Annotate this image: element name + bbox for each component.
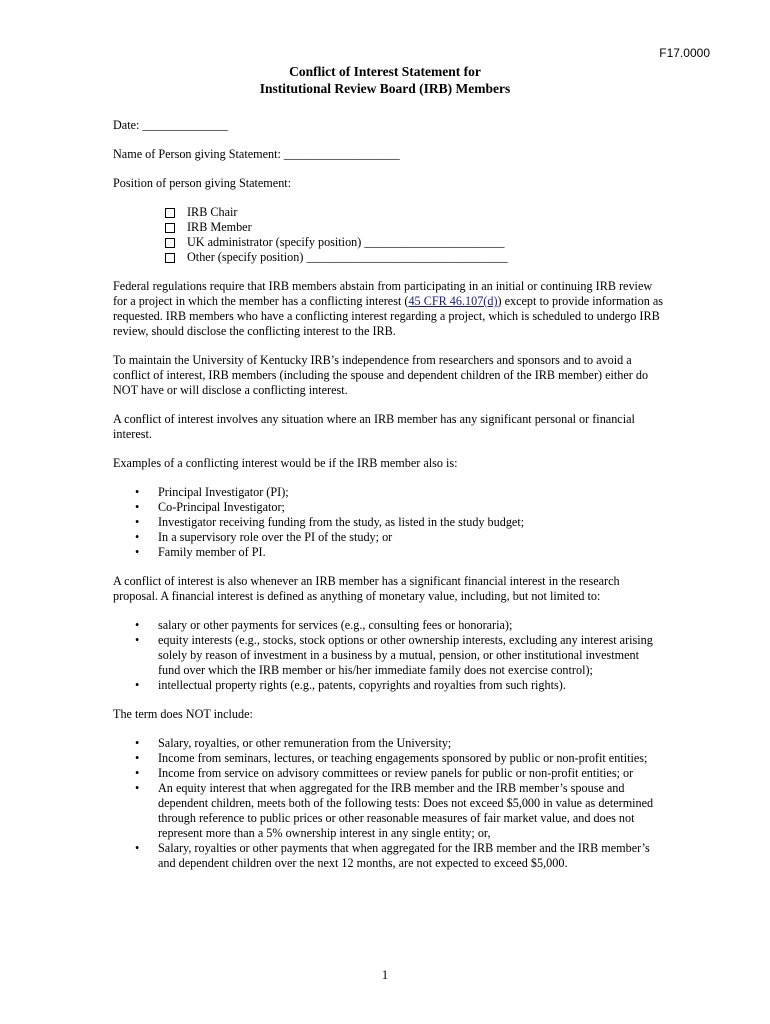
- document-body: [113, 118, 663, 871]
- position-option-label: IRB Member: [187, 220, 252, 234]
- list-item: • Salary, royalties or other payments that when aggregated for the IRB member and the IRB member’s and dependent children over the next 12 months, are not expected to exceed $5,000.: [113, 841, 663, 871]
- list-item: • In a supervisory role over the PI of the study; or: [113, 530, 663, 545]
- date-field[interactable]: Date: ______________: [113, 118, 228, 132]
- checkbox-icon[interactable]: [165, 223, 175, 233]
- title-line-1: Conflict of Interest Statement for: [289, 64, 481, 79]
- list-item: • Income from seminars, lectures, or teaching engagements sponsored by public or non-profit entities;: [113, 751, 663, 766]
- position-option-other[interactable]: [165, 250, 663, 265]
- position-label: Position of person giving Statement:: [113, 176, 292, 190]
- cfr-link[interactable]: 45 CFR 46.107(d): [408, 294, 498, 308]
- list-item: • intellectual property rights (e.g., patents, copyrights and royalties from such rights).: [113, 678, 663, 693]
- list-item: • equity interests (e.g., stocks, stock options or other ownership interests, excluding any interest arising solely by reason of investment in a business by a mutual, pension, or other institutional investment fund over which the IRB member or his/her immediate family does not exercise control);: [113, 633, 663, 678]
- paragraph-federal-regulations: [113, 279, 663, 339]
- list-item: • Family member of PI.: [113, 545, 663, 560]
- form-id: F17.0000: [659, 46, 710, 60]
- exclusions-list: [113, 736, 663, 871]
- checkbox-icon[interactable]: [165, 208, 175, 218]
- paragraph-examples-intro: Examples of a conflicting interest would be if the IRB member also is:: [113, 456, 458, 470]
- name-field[interactable]: Name of Person giving Statement: ___________________: [113, 147, 400, 161]
- paragraph-exclusions-intro: The term does NOT include:: [113, 707, 253, 721]
- checkbox-icon[interactable]: [165, 253, 175, 263]
- position-option-label: UK administrator (specify position) _______________________: [187, 235, 505, 249]
- list-item: • Income from service on advisory committees or review panels for public or non-profit entities; or: [113, 766, 663, 781]
- list-item: • Co-Principal Investigator;: [113, 500, 663, 515]
- list-item: • Salary, royalties, or other remuneration from the University;: [113, 736, 663, 751]
- paragraph-conflict-definition: A conflict of interest involves any situation where an IRB member has any significant personal or financial interest.: [113, 412, 635, 441]
- list-item: • Investigator receiving funding from the study, as listed in the study budget;: [113, 515, 663, 530]
- title-line-2: Institutional Review Board (IRB) Members: [259, 81, 511, 96]
- position-option-uk-administrator[interactable]: [165, 235, 663, 250]
- financial-list: [113, 618, 663, 693]
- paragraph-text: Federal regulations require that IRB members abstain from participating in an initial or continuing IRB review for a project in which the member has a conflicting interest (: [113, 279, 653, 308]
- list-item: • salary or other payments for services (e.g., consulting fees or honoraria);: [113, 618, 663, 633]
- list-item: • An equity interest that when aggregated for the IRB member and the IRB member’s spouse and dependent children, meets both of the following tests: Does not exceed $5,000 in value as determined through reference to public prices or other reasonable measures of fair market value, and does not represent more than a 5% ownership interest in any single entity; or,: [113, 781, 663, 841]
- position-option-irb-chair[interactable]: [165, 205, 663, 220]
- position-option-label: Other (specify position) _________________________________: [187, 250, 508, 264]
- document-title: [0, 63, 770, 97]
- examples-list: [113, 485, 663, 560]
- checkbox-icon[interactable]: [165, 238, 175, 248]
- position-checklist: [165, 205, 663, 265]
- position-option-irb-member[interactable]: [165, 220, 663, 235]
- paragraph-financial-interest: A conflict of interest is also whenever an IRB member has a significant financial interest in the research proposal. A financial interest is defined as anything of monetary value, including, but not limited to:: [113, 574, 620, 603]
- list-item: • Principal Investigator (PI);: [113, 485, 663, 500]
- paragraph-independence: To maintain the University of Kentucky IRB’s independence from researchers and sponsors and to avoid a conflict of interest, IRB members (including the spouse and dependent children of the IRB member) either do NOT have or will disclose a conflicting interest.: [113, 353, 649, 397]
- position-option-label: IRB Chair: [187, 205, 238, 219]
- paragraph-text: ) except to provide information as requested. IRB members who have a conflicting interest regarding a project, which is scheduled to undergo IRB review, should disclose the conflicting interest to the IRB.: [113, 294, 663, 338]
- page-number: 1: [381, 968, 389, 982]
